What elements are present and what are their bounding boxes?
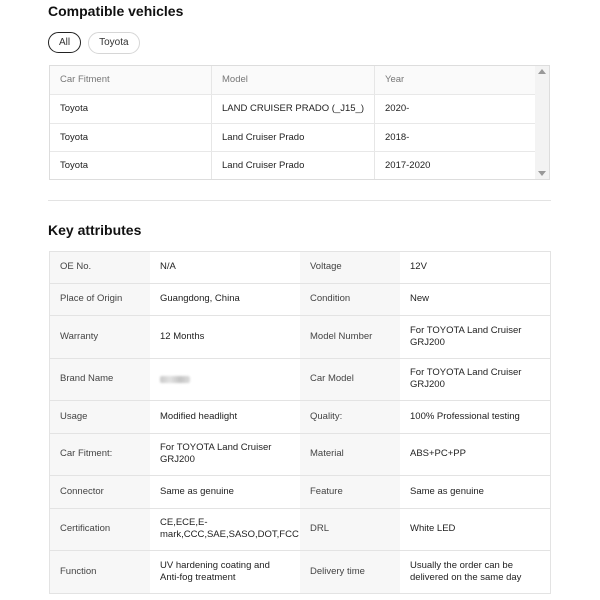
- attr-value: N/A: [160, 261, 176, 273]
- attr-value: White LED: [410, 523, 456, 534]
- cell-make: Toyota: [50, 95, 212, 123]
- attr-value: Guangdong, China: [160, 293, 240, 304]
- attr-value: Modified headlight: [160, 410, 238, 422]
- attr-value: ABS+PC+PP: [410, 448, 466, 459]
- vehicle-filter-chips: [48, 32, 140, 54]
- attr-label: Place of Origin: [50, 284, 150, 315]
- attr-value: 12V: [410, 261, 427, 273]
- attr-label: Delivery time: [300, 551, 400, 593]
- attr-label: Car Fitment:: [50, 434, 150, 475]
- attr-value: New: [410, 293, 430, 304]
- fitment-scrollbar[interactable]: [535, 66, 549, 179]
- attr-label: Car Model: [300, 359, 400, 400]
- attr-value: For TOYOTA Land Cruiser GRJ200: [410, 367, 522, 390]
- column-header-car-fitment: Car Fitment: [50, 66, 212, 94]
- attr-label: Voltage: [300, 252, 400, 283]
- attr-label: Certification: [50, 509, 150, 550]
- table-row: [50, 509, 550, 551]
- attr-label: Model Number: [300, 316, 400, 358]
- cell-year: 2020-: [385, 103, 410, 114]
- attr-label: Warranty: [50, 316, 150, 358]
- attr-value: 12 Months: [160, 330, 205, 342]
- attr-value: Same as genuine: [160, 485, 234, 497]
- attr-label: Brand Name: [50, 359, 150, 400]
- attr-label: Condition: [300, 284, 400, 315]
- attr-value: Usually the order can be delivered on the same day: [410, 559, 522, 583]
- table-row: [50, 434, 550, 476]
- cell-model: Land Cruiser Prado: [212, 152, 375, 180]
- attr-label: Quality:: [300, 401, 400, 433]
- table-row: [50, 401, 550, 434]
- scroll-down-arrow-icon[interactable]: [538, 171, 546, 176]
- attr-value: Same as genuine: [410, 485, 484, 497]
- table-row: [50, 152, 549, 180]
- attr-value: 100% Professional testing: [410, 410, 520, 422]
- section-divider: [48, 200, 551, 201]
- attr-value: UV hardening coating and Anti-fog treatment: [160, 559, 270, 583]
- filter-chip-toyota[interactable]: Toyota: [88, 32, 139, 54]
- attr-label: OE No.: [50, 252, 150, 283]
- column-header-year: Year: [385, 74, 405, 85]
- table-row: [50, 284, 550, 316]
- attr-label: Feature: [300, 476, 400, 508]
- attr-value: For TOYOTA Land Cruiser GRJ200: [160, 442, 272, 465]
- attr-label: Connector: [50, 476, 150, 508]
- fitment-header-row: [50, 66, 549, 95]
- table-row: [50, 124, 549, 153]
- attr-value: [150, 359, 300, 400]
- table-row: [50, 316, 550, 359]
- cell-model: Land Cruiser Prado: [212, 124, 375, 152]
- column-header-model: Model: [212, 66, 375, 94]
- cell-model: LAND CRUISER PRADO (_J15_): [212, 95, 375, 123]
- brand-name-redacted: [160, 376, 190, 383]
- cell-make: Toyota: [50, 124, 212, 152]
- attr-label: Function: [50, 551, 150, 593]
- compatible-vehicles-title: Compatible vehicles: [48, 3, 184, 19]
- table-row: [50, 359, 550, 401]
- attr-value: CE,ECE,E-mark,CCC,SAE,SASO,DOT,FCC: [160, 517, 299, 540]
- table-row: [50, 95, 549, 124]
- cell-year: 2018-: [385, 131, 410, 143]
- fitment-table: [49, 65, 550, 180]
- attr-value: For TOYOTA Land Cruiser GRJ200: [410, 324, 522, 348]
- cell-year: 2017-2020: [385, 160, 431, 171]
- key-attributes-title: Key attributes: [48, 222, 142, 238]
- table-row: [50, 551, 550, 593]
- scroll-up-arrow-icon[interactable]: [538, 69, 546, 74]
- table-row: [50, 476, 550, 509]
- filter-chip-all[interactable]: All: [48, 32, 81, 53]
- attr-label: Usage: [50, 401, 150, 433]
- key-attributes-table: [49, 251, 551, 594]
- attr-label: DRL: [300, 509, 400, 550]
- cell-make: Toyota: [50, 152, 212, 180]
- table-row: [50, 252, 550, 284]
- attr-label: Material: [300, 434, 400, 475]
